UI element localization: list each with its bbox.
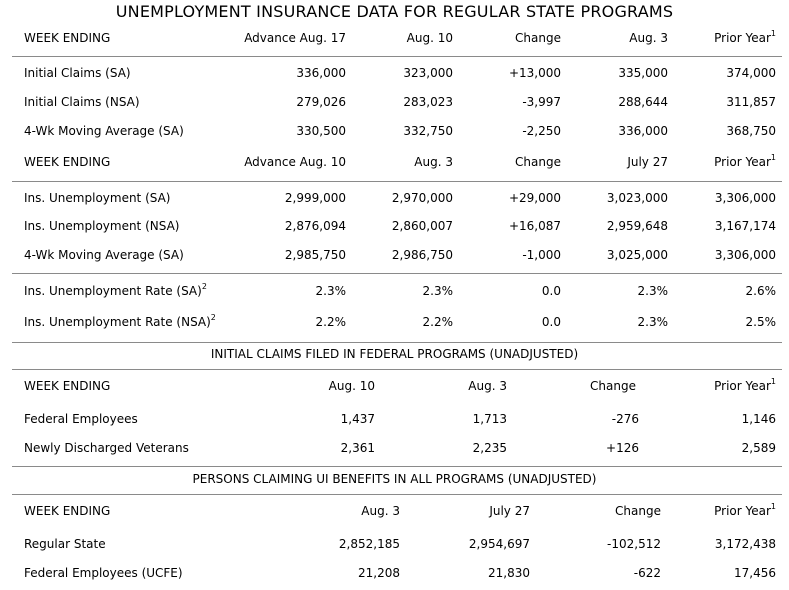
col-header-two-weeks: Aug. 3: [629, 31, 668, 45]
week-ending-header: WEEK ENDING: [24, 379, 111, 393]
divider: [12, 181, 782, 182]
row-label: Federal Employees (UCFE): [24, 566, 183, 580]
col-header-prev-week: Aug. 3: [414, 155, 453, 169]
divider: [12, 56, 782, 57]
col-header-prior-year: Prior Year$^1$: [714, 153, 776, 169]
col-header-week: Aug. 3: [361, 504, 400, 518]
cell: 2.3%: [315, 284, 346, 298]
cell: +13,000: [508, 66, 561, 80]
table-row: [0, 409, 789, 429]
cell: 2,235: [472, 441, 507, 455]
table-row: [0, 216, 789, 236]
cell: 368,750: [726, 124, 776, 138]
cell: 288,644: [618, 95, 668, 109]
divider: [12, 273, 782, 274]
col-header-prev-week: Aug. 3: [468, 379, 507, 393]
cell: +126: [606, 441, 639, 455]
section2-header-row: [0, 152, 789, 172]
col-header-prev-week: Aug. 10: [406, 31, 453, 45]
cell: +29,000: [508, 191, 561, 205]
cell: 2,999,000: [284, 191, 346, 205]
cell: 3,023,000: [606, 191, 668, 205]
cell: 1,713: [472, 412, 507, 426]
cell: 2,361: [340, 441, 375, 455]
col-header-change: Change: [615, 504, 661, 518]
cell: 21,830: [488, 566, 530, 580]
table-row: [0, 92, 789, 112]
cell: 1,437: [340, 412, 375, 426]
row-label: Regular State: [24, 537, 106, 551]
col-header-week: Aug. 10: [328, 379, 375, 393]
cell: -3,997: [522, 95, 561, 109]
table-row: [0, 312, 789, 332]
row-label: Ins. Unemployment (NSA): [24, 219, 180, 233]
cell: -276: [611, 412, 639, 426]
page-title: UNEMPLOYMENT INSURANCE DATA FOR REGULAR STATE PROGRAMS: [115, 2, 674, 21]
col-header-prior-year: Prior Year$^1$: [714, 377, 776, 393]
cell: 283,023: [403, 95, 453, 109]
table-row: [0, 245, 789, 265]
cell: 2,589: [741, 441, 776, 455]
cell: -2,250: [522, 124, 561, 138]
section1-header-row: [0, 28, 789, 48]
week-ending-header: WEEK ENDING: [24, 31, 111, 45]
cell: 2.5%: [745, 315, 776, 329]
col-header-prior-year: Prior Year$^1$: [714, 502, 776, 518]
cell: 2.3%: [422, 284, 453, 298]
cell: 2,876,094: [284, 219, 346, 233]
section-title-all-programs: PERSONS CLAIMING UI BENEFITS IN ALL PROGRAMS (UNADJUSTED): [192, 472, 597, 486]
cell: -1,000: [522, 248, 561, 262]
col-header-prev-week: July 27: [489, 504, 530, 518]
cell: 2.3%: [637, 284, 668, 298]
table-row: [0, 121, 789, 141]
table-row: [0, 188, 789, 208]
row-label: Ins. Unemployment Rate (NSA)$^2$: [24, 313, 216, 329]
col-header-advance: Advance Aug. 10: [244, 155, 346, 169]
cell: 0.0: [541, 315, 561, 329]
col-header-prior-year: Prior Year$^1$: [714, 29, 776, 45]
divider: [12, 466, 782, 467]
cell: 2,852,185: [338, 537, 400, 551]
col-header-advance: Advance Aug. 17: [244, 31, 346, 45]
row-label: 4-Wk Moving Average (SA): [24, 124, 184, 138]
cell: 2,860,007: [391, 219, 453, 233]
cell: 336,000: [296, 66, 346, 80]
row-label: Newly Discharged Veterans: [24, 441, 189, 455]
cell: 330,500: [296, 124, 346, 138]
table-row: [0, 438, 789, 458]
cell: 2,985,750: [284, 248, 346, 262]
cell: -622: [633, 566, 661, 580]
col-header-two-weeks: July 27: [627, 155, 668, 169]
cell: 2.3%: [637, 315, 668, 329]
cell: 279,026: [296, 95, 346, 109]
divider: [12, 369, 782, 370]
table-row: [0, 563, 789, 583]
cell: 2,970,000: [391, 191, 453, 205]
cell: 3,306,000: [714, 248, 776, 262]
cell: 2,986,750: [391, 248, 453, 262]
cell: 21,208: [358, 566, 400, 580]
cell: 0.0: [541, 284, 561, 298]
cell: 17,456: [734, 566, 776, 580]
row-label: Initial Claims (SA): [24, 66, 131, 80]
cell: -102,512: [607, 537, 661, 551]
section4-header-row: [0, 376, 789, 396]
cell: 2,959,648: [606, 219, 668, 233]
divider: [12, 494, 782, 495]
cell: 311,857: [726, 95, 776, 109]
divider: [12, 342, 782, 343]
cell: 374,000: [726, 66, 776, 80]
section-title-federal-claims: INITIAL CLAIMS FILED IN FEDERAL PROGRAMS (UNADJUSTED): [210, 347, 579, 361]
cell: 2,954,697: [468, 537, 530, 551]
cell: 335,000: [618, 66, 668, 80]
cell: 3,025,000: [606, 248, 668, 262]
table-row: [0, 63, 789, 83]
row-label: Federal Employees: [24, 412, 138, 426]
cell: 2.2%: [422, 315, 453, 329]
row-label: 4-Wk Moving Average (SA): [24, 248, 184, 262]
cell: 3,306,000: [714, 191, 776, 205]
cell: 332,750: [403, 124, 453, 138]
table-row: [0, 281, 789, 301]
cell: 3,167,174: [714, 219, 776, 233]
row-label: Ins. Unemployment Rate (SA)$^2$: [24, 282, 207, 298]
cell: 3,172,438: [714, 537, 776, 551]
row-label: Ins. Unemployment (SA): [24, 191, 171, 205]
col-header-change: Change: [590, 379, 636, 393]
table-row: [0, 534, 789, 554]
cell: 323,000: [403, 66, 453, 80]
cell: 336,000: [618, 124, 668, 138]
section5-header-row: [0, 501, 789, 521]
cell: 2.6%: [745, 284, 776, 298]
row-label: Initial Claims (NSA): [24, 95, 140, 109]
cell: +16,087: [508, 219, 561, 233]
col-header-change: Change: [515, 31, 561, 45]
week-ending-header: WEEK ENDING: [24, 155, 111, 169]
cell: 1,146: [741, 412, 776, 426]
col-header-change: Change: [515, 155, 561, 169]
week-ending-header: WEEK ENDING: [24, 504, 111, 518]
cell: 2.2%: [315, 315, 346, 329]
